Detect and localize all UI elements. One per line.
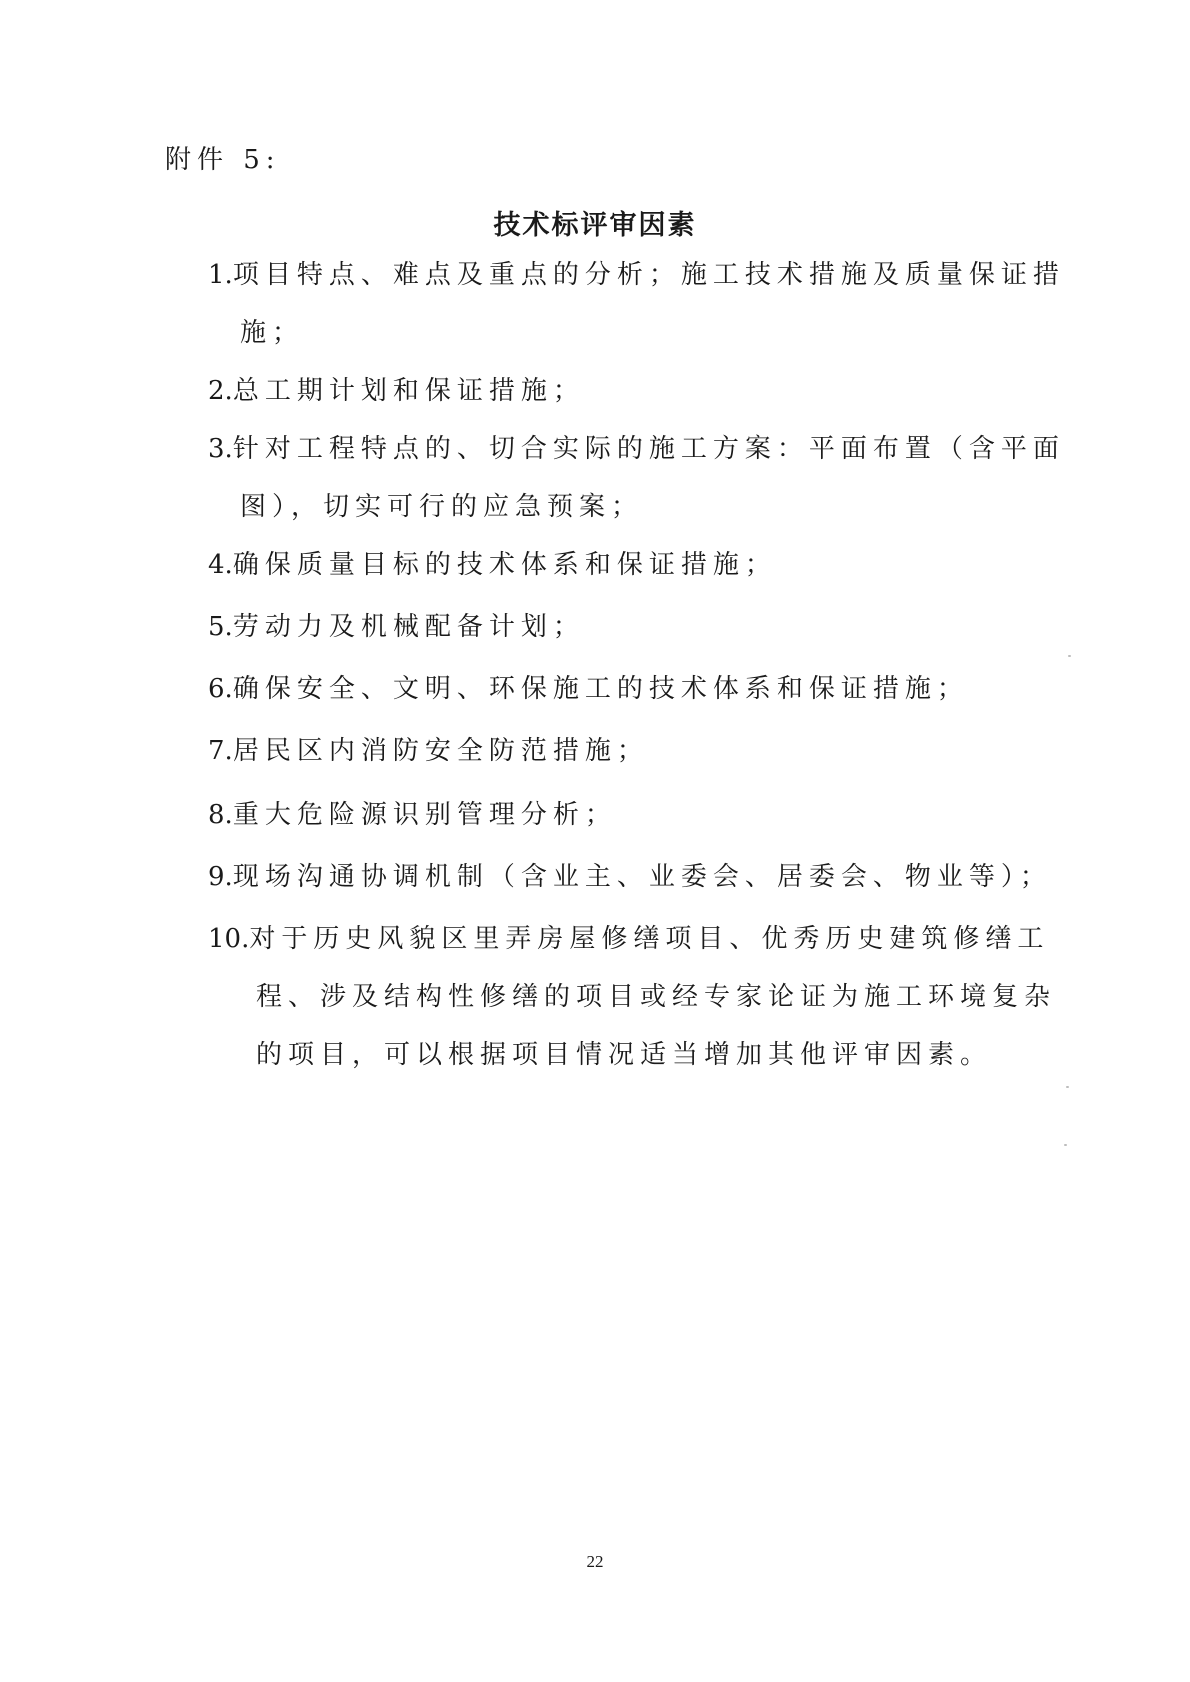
list-item-5 bbox=[208, 598, 1028, 656]
list-item-3 bbox=[208, 420, 1065, 536]
list-item-5-text: 劳动力及机械配备计划； bbox=[232, 612, 585, 642]
scan-speck bbox=[1064, 1144, 1067, 1146]
list-item-6-text: 确保安全、文明、环保施工的技术体系和保证措施； bbox=[232, 674, 969, 704]
list-item-8 bbox=[208, 786, 1028, 844]
list-item-8-number: 8. bbox=[208, 800, 233, 830]
list-item-4-text: 确保质量目标的技术体系和保证措施； bbox=[232, 550, 777, 580]
list-item-6-number: 6. bbox=[208, 674, 233, 704]
list-item-6 bbox=[208, 660, 1028, 718]
list-item-8-text: 重大危险源识别管理分析； bbox=[232, 800, 617, 830]
list-item-10 bbox=[208, 910, 1057, 1084]
list-item-9-text: 现场沟通协调机制（含业主、业委会、居委会、物业等）； bbox=[232, 862, 1052, 892]
list-item-10-text-3: 的项目，可以根据项目情况适当增加其他评审因素。 bbox=[256, 1040, 993, 1070]
scan-speck bbox=[1068, 655, 1071, 657]
list-item-1 bbox=[208, 246, 1065, 362]
list-item-10-number: 10. bbox=[208, 924, 250, 954]
list-item-2-text: 总工期计划和保证措施； bbox=[232, 376, 585, 406]
scan-speck bbox=[1066, 1086, 1069, 1088]
list-item-7 bbox=[208, 722, 1028, 780]
list-item-2 bbox=[208, 362, 1028, 420]
list-item-1-line-1: 1.项目特点、难点及重点的分析；施工技术措施及质量保证措 bbox=[208, 260, 1065, 290]
list-item-4 bbox=[208, 536, 1028, 594]
list-item-3-number: 3. bbox=[208, 434, 233, 464]
list-item-9 bbox=[208, 848, 1052, 906]
list-item-4-number: 4. bbox=[208, 550, 233, 580]
list-item-2-number: 2. bbox=[208, 376, 233, 406]
list-item-9-number: 9. bbox=[208, 862, 233, 892]
list-item-7-number: 7. bbox=[208, 736, 233, 766]
list-item-5-number: 5. bbox=[208, 612, 233, 642]
list-item-1-line-2: 施； bbox=[240, 318, 305, 348]
attachment-label: 附件 5: bbox=[165, 145, 281, 175]
list-item-10-text-1: 对于历史风貌区里弄房屋修缮项目、优秀历史建筑修缮工 bbox=[249, 924, 1050, 954]
page-number: 22 bbox=[586, 1552, 604, 1571]
document-title: 技术标评审因素 bbox=[493, 210, 697, 241]
list-item-3-text-2: 图），切实可行的应急预案； bbox=[240, 492, 644, 522]
list-item-3-text-1: 针对工程特点的、切合实际的施工方案：平面布置（含平面 bbox=[232, 434, 1065, 464]
list-item-7-text: 居民区内消防安全防范措施； bbox=[232, 736, 649, 766]
list-item-10-text-2: 程、涉及结构性修缮的项目或经专家论证为施工环境复杂 bbox=[256, 982, 1057, 1012]
